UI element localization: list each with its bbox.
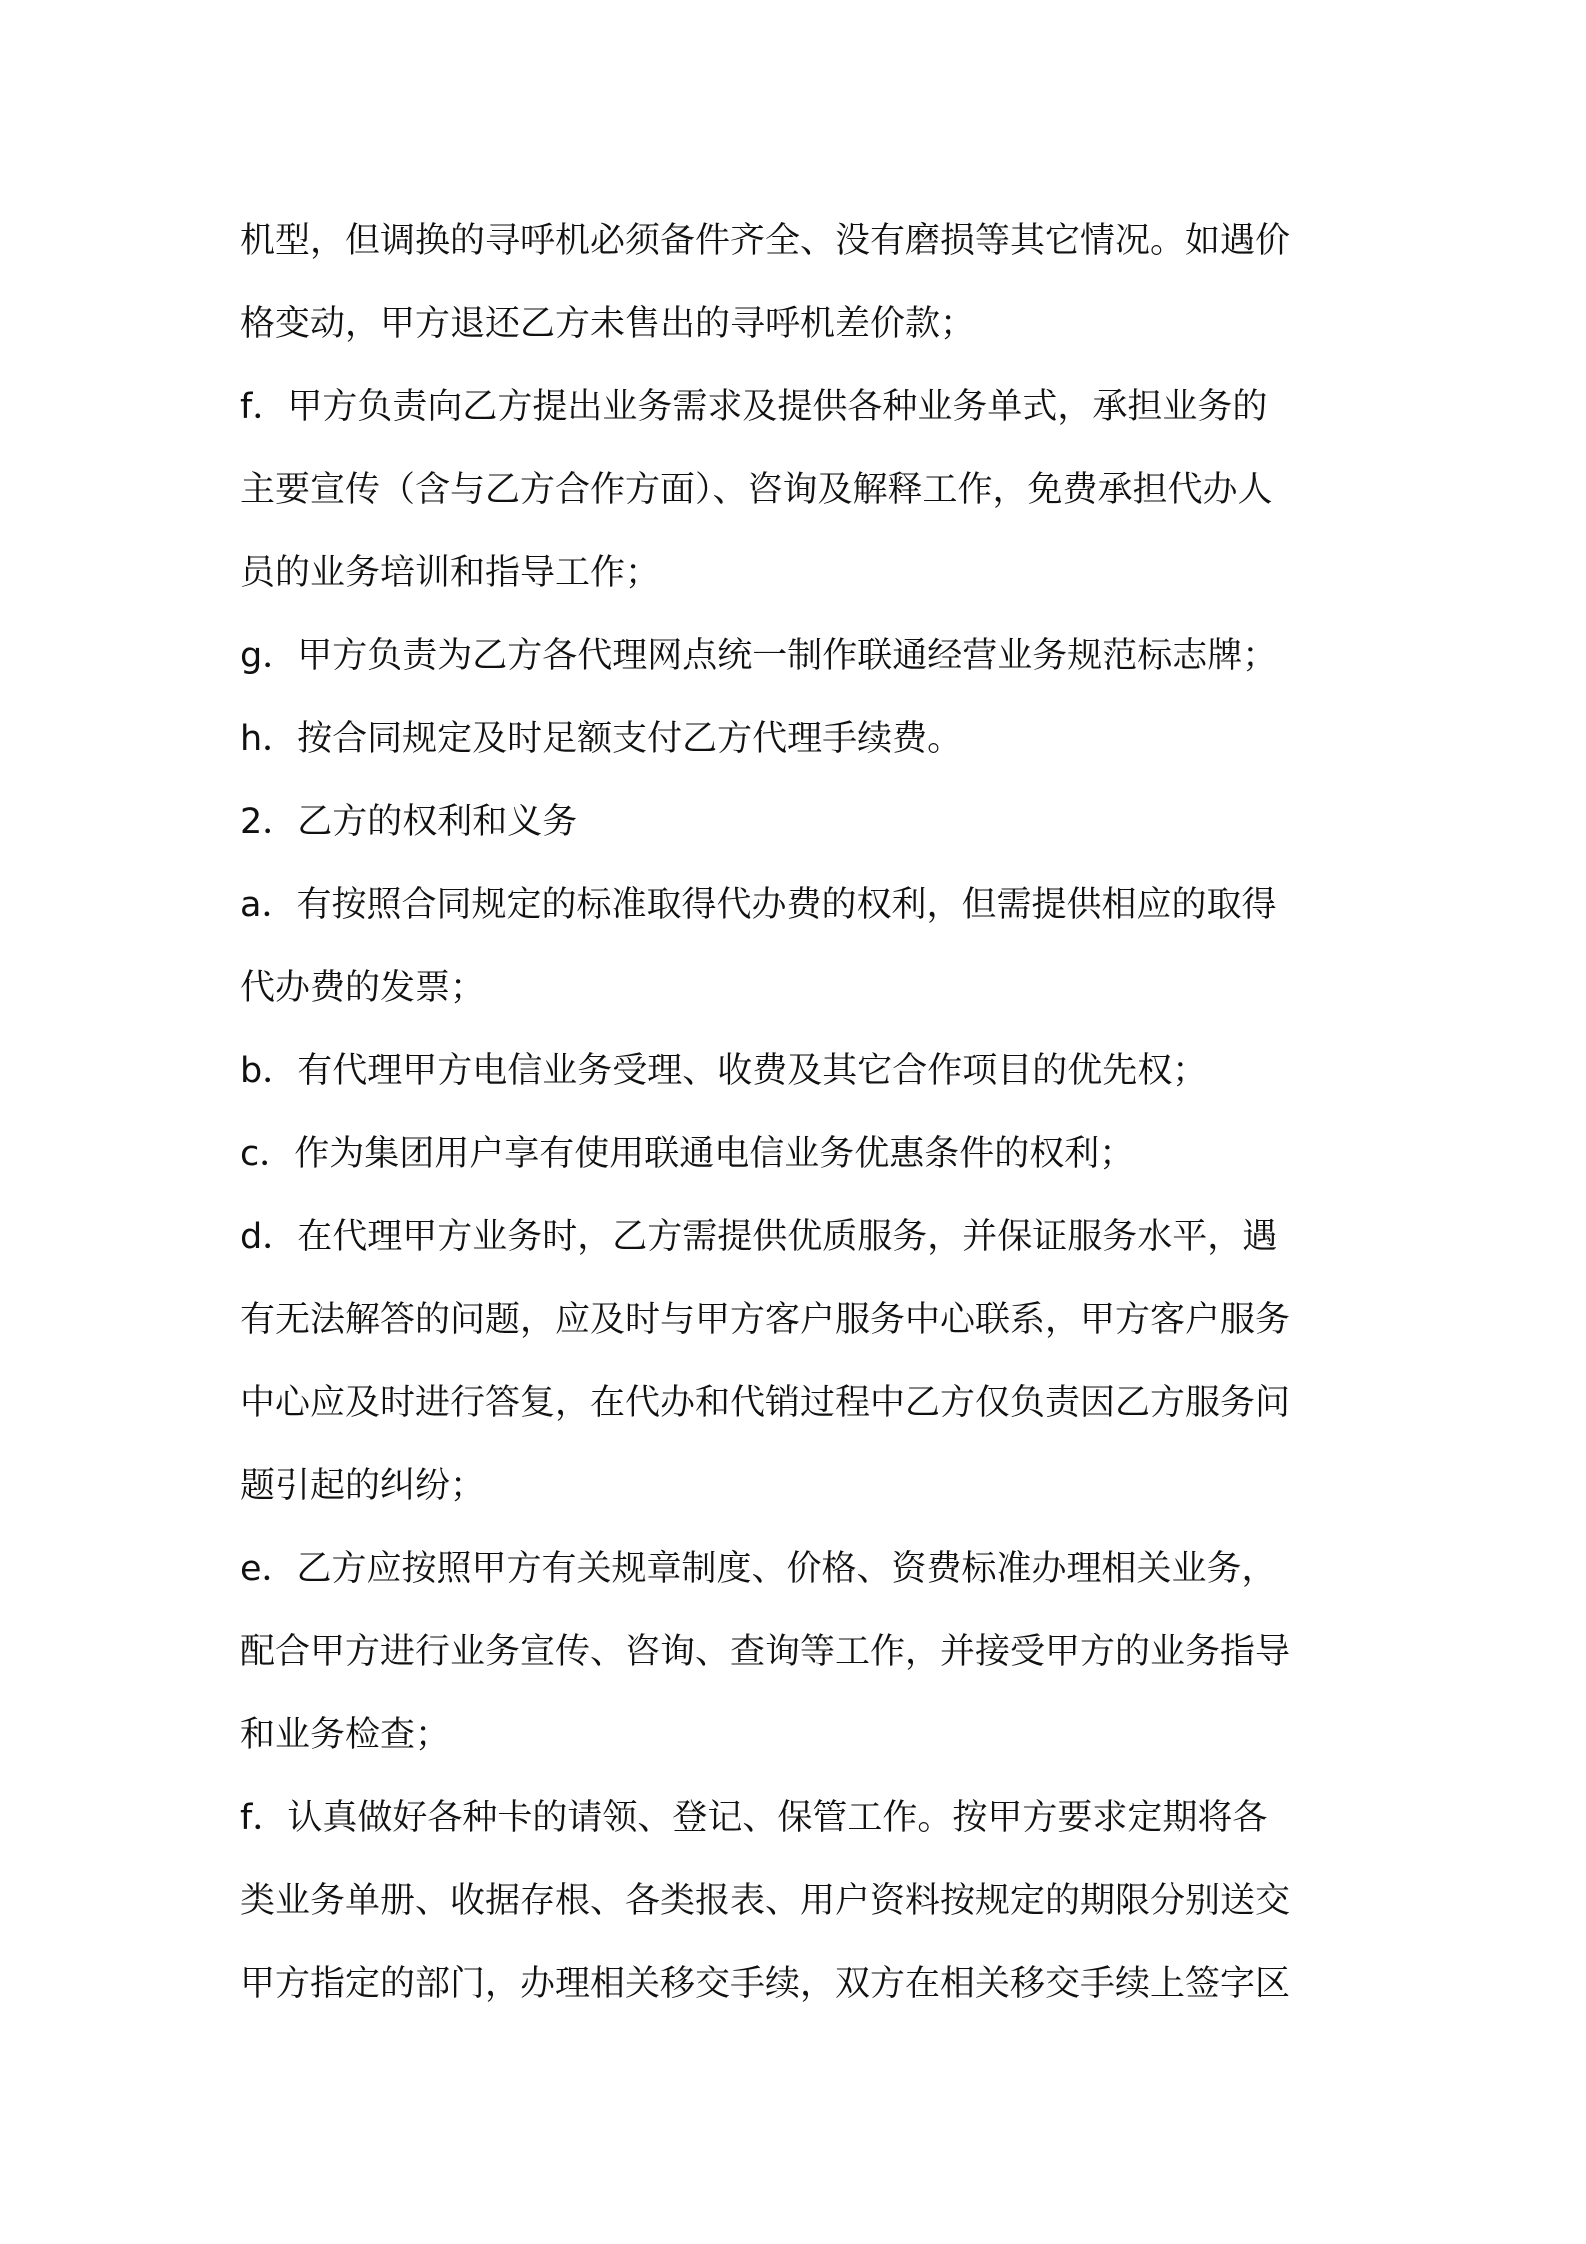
text-line: c．作为集团用户享有使用联通电信业务优惠条件的权利；: [240, 1134, 1135, 1174]
text-line: 中心应及时进行答复，在代办和代销过程中乙方仅负责因乙方服务问: [240, 1383, 1291, 1423]
text-line: d．在代理甲方业务时，乙方需提供优质服务，并保证服务水平，遇: [240, 1217, 1278, 1257]
text-line: 配合甲方进行业务宣传、咨询、查询等工作，并接受甲方的业务指导: [240, 1632, 1291, 1672]
text-line: 和业务检查；: [240, 1715, 451, 1755]
text-line: 2．乙方的权利和义务: [240, 802, 578, 842]
text-line: a．有按照合同规定的标准取得代办费的权利，但需提供相应的取得: [240, 885, 1277, 925]
text-line: g．甲方负责为乙方各代理网点统一制作联通经营业务规范标志牌；: [240, 636, 1278, 676]
text-line: 机型，但调换的寻呼机必须备件齐全、没有磨损等其它情况。如遇价: [240, 221, 1291, 261]
text-line: 有无法解答的问题，应及时与甲方客户服务中心联系，甲方客户服务: [240, 1300, 1291, 1340]
text-line: 主要宣传（含与乙方合作方面）、咨询及解释工作，免费承担代办人: [240, 470, 1273, 510]
document-body: [240, 200, 1360, 2026]
text-line: 代办费的发票；: [240, 968, 486, 1008]
text-line: f．甲方负责向乙方提出业务需求及提供各种业务单式，承担业务的: [240, 387, 1268, 427]
text-line: f．认真做好各种卡的请领、登记、保管工作。按甲方要求定期将各: [240, 1798, 1268, 1838]
text-line: b．有代理甲方电信业务受理、收费及其它合作项目的优先权；: [240, 1051, 1208, 1091]
text-line: e．乙方应按照甲方有关规章制度、价格、资费标准办理相关业务，: [240, 1549, 1277, 1589]
text-line: 格变动，甲方退还乙方未售出的寻呼机差价款；: [240, 304, 976, 344]
text-line: 甲方指定的部门，办理相关移交手续，双方在相关移交手续上签字区: [240, 1964, 1291, 2004]
text-line: 类业务单册、收据存根、各类报表、用户资料按规定的期限分别送交: [240, 1881, 1291, 1921]
text-line: h．按合同规定及时足额支付乙方代理手续费。: [240, 719, 963, 759]
text-line: 题引起的纠纷；: [240, 1466, 486, 1506]
text-line: 员的业务培训和指导工作；: [240, 553, 661, 593]
